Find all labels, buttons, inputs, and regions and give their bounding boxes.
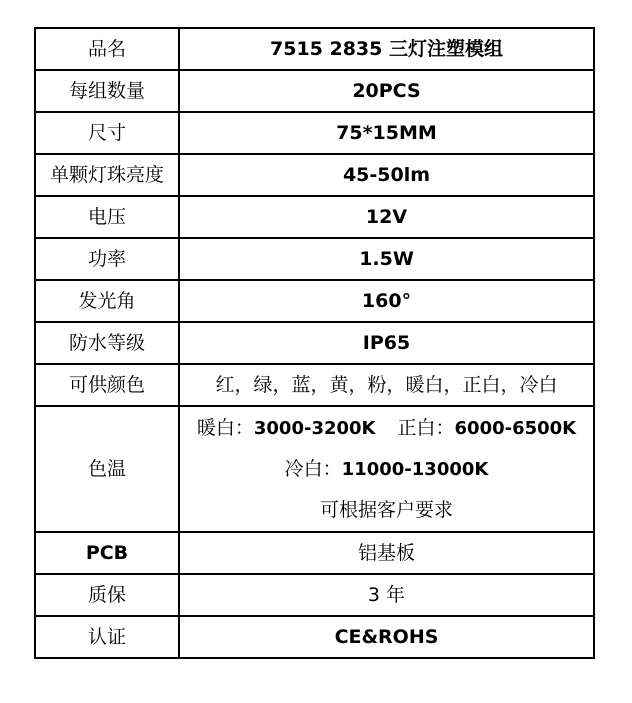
value-quantity: 20PCS [179,70,594,112]
color-temp-line-1 [180,408,593,449]
label-product-name: 品名 [35,28,179,70]
label-pcb: PCB [35,532,179,574]
label-waterproof: 防水等级 [35,322,179,364]
row-beam-angle [35,280,594,322]
color-temp-line-2 [180,449,593,490]
neutral-white-value: 6000-6500K [454,417,577,439]
cool-white-value: 11000-13000K [341,458,489,480]
value-voltage: 12V [179,196,594,238]
value-brightness: 45-50lm [179,154,594,196]
warm-white-label: 暖白： [196,416,254,439]
row-colors [35,364,594,406]
row-product-name [35,28,594,70]
label-size: 尺寸 [35,112,179,154]
value-colors: 红，绿，蓝，黄，粉，暖白，正白，冷白 [179,364,594,406]
row-certification [35,616,594,658]
label-colors: 可供颜色 [35,364,179,406]
value-certification: CE&ROHS [179,616,594,658]
cool-white-label: 冷白： [284,457,342,480]
spec-table [34,27,595,659]
label-beam-angle: 发光角 [35,280,179,322]
row-quantity [35,70,594,112]
row-power [35,238,594,280]
label-power: 功率 [35,238,179,280]
row-pcb [35,532,594,574]
row-waterproof [35,322,594,364]
label-voltage: 电压 [35,196,179,238]
row-color-temp [35,406,594,532]
color-temp-note: 可根据客户要求 [319,498,453,521]
value-product-name: 7515 2835 三灯注塑模组 [179,28,594,70]
row-brightness [35,154,594,196]
value-pcb: 铝基板 [179,532,594,574]
neutral-white-label: 正白： [397,416,455,439]
value-waterproof: IP65 [179,322,594,364]
label-brightness: 单颗灯珠亮度 [35,154,179,196]
value-power: 1.5W [179,238,594,280]
row-voltage [35,196,594,238]
value-size: 75*15MM [179,112,594,154]
value-warranty: 3 年 [179,574,594,616]
label-certification: 认证 [35,616,179,658]
label-color-temp: 色温 [35,406,179,532]
warm-white-value: 3000-3200K [253,417,376,439]
row-size [35,112,594,154]
row-warranty [35,574,594,616]
label-quantity: 每组数量 [35,70,179,112]
label-warranty: 质保 [35,574,179,616]
value-beam-angle: 160° [179,280,594,322]
value-color-temp [179,406,594,532]
